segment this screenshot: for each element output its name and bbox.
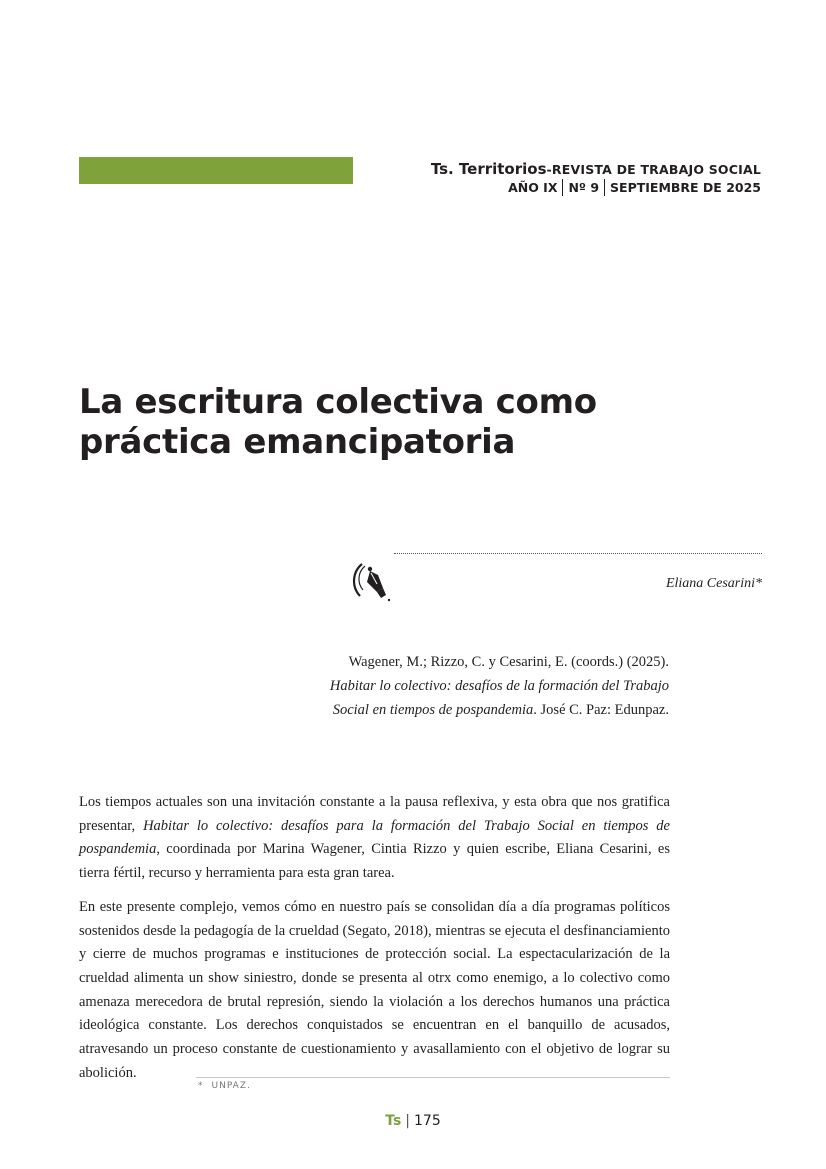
article-title xyxy=(79,382,699,462)
footer-separator: | xyxy=(405,1113,410,1129)
footnote xyxy=(198,1081,251,1091)
journal-logo: Ts xyxy=(385,1113,402,1129)
author-divider xyxy=(394,553,762,554)
journal-name: Ts. Territorios xyxy=(430,160,547,178)
separator xyxy=(604,179,605,196)
reference-authors: Wagener, M.; Rizzo, C. y Cesarini, E. (coords.) (2025). xyxy=(348,654,669,670)
article-body xyxy=(79,791,670,1095)
reference-book-title: Habitar lo colectivo: desafíos de la formación del Trabajo Social en tiempos de pospandemia xyxy=(329,678,669,718)
footnote-marker: * xyxy=(198,1081,204,1091)
paragraph-1 xyxy=(79,791,670,886)
header-accent-bar xyxy=(79,157,353,184)
journal-issue-line xyxy=(431,179,761,197)
journal-header xyxy=(431,160,761,197)
paragraph-1-end: , coordinada por Marina Wagener, Cintia Rizzo y quien escribe, Eliana Cesarini, es tierra fértil, recurso y herramienta para esta gran tarea. xyxy=(79,841,670,882)
journal-date: SEPTIEMBRE DE 2025 xyxy=(610,180,761,195)
reference-publisher: . José C. Paz: Edunpaz. xyxy=(533,702,669,718)
author-name: Eliana Cesarini* xyxy=(665,576,762,591)
footnote-rule xyxy=(196,1077,670,1078)
footnote-text: UNPAZ. xyxy=(211,1081,251,1091)
separator xyxy=(562,179,563,196)
journal-number: Nº 9 xyxy=(568,180,600,195)
paragraph-2: En este presente complejo, vemos cómo en nuestro país se consolidan día a día programas políticos sostenidos desde la pedagogía de la crueldad (Segato, 2018), mientras se ejecuta el desfinanciamiento y cierre de muchos programas e instituciones de protección social. La espectacularización de la crueldad alimenta un show siniestro, donde se presenta al otrx como enemigo, a lo colectivo como amenaza merecedora de brutal represión, siendo la violación a los derechos humanos una práctica ideológica constante. Los derechos conquistados se encuentran en el banquillo de acusados, atravesando un proceso constante de cuestionamiento y avasallamiento con el objetivo de lograr su abolición. xyxy=(79,898,670,1081)
page-number: 175 xyxy=(414,1113,441,1129)
paragraph-1-book-title: Habitar lo colectivo: desafíos para la formación del Trabajo Social en tiempos de pospandemia xyxy=(79,817,670,858)
title-line-1: La escritura colectiva como xyxy=(79,382,597,422)
fountain-pen-icon xyxy=(346,556,396,606)
paragraph-1-start: Los tiempos actuales son una invitación constante a la pausa reflexiva, y esta obra que nos gratifica presentar, xyxy=(79,794,670,834)
journal-title-line xyxy=(431,160,761,179)
title-line-2: práctica emancipatoria xyxy=(79,422,516,462)
book-reference xyxy=(320,650,669,722)
page-footer xyxy=(0,1113,826,1129)
journal-year: AÑO IX xyxy=(508,180,558,195)
journal-subtitle: -REVISTA DE TRABAJO SOCIAL xyxy=(546,162,761,177)
